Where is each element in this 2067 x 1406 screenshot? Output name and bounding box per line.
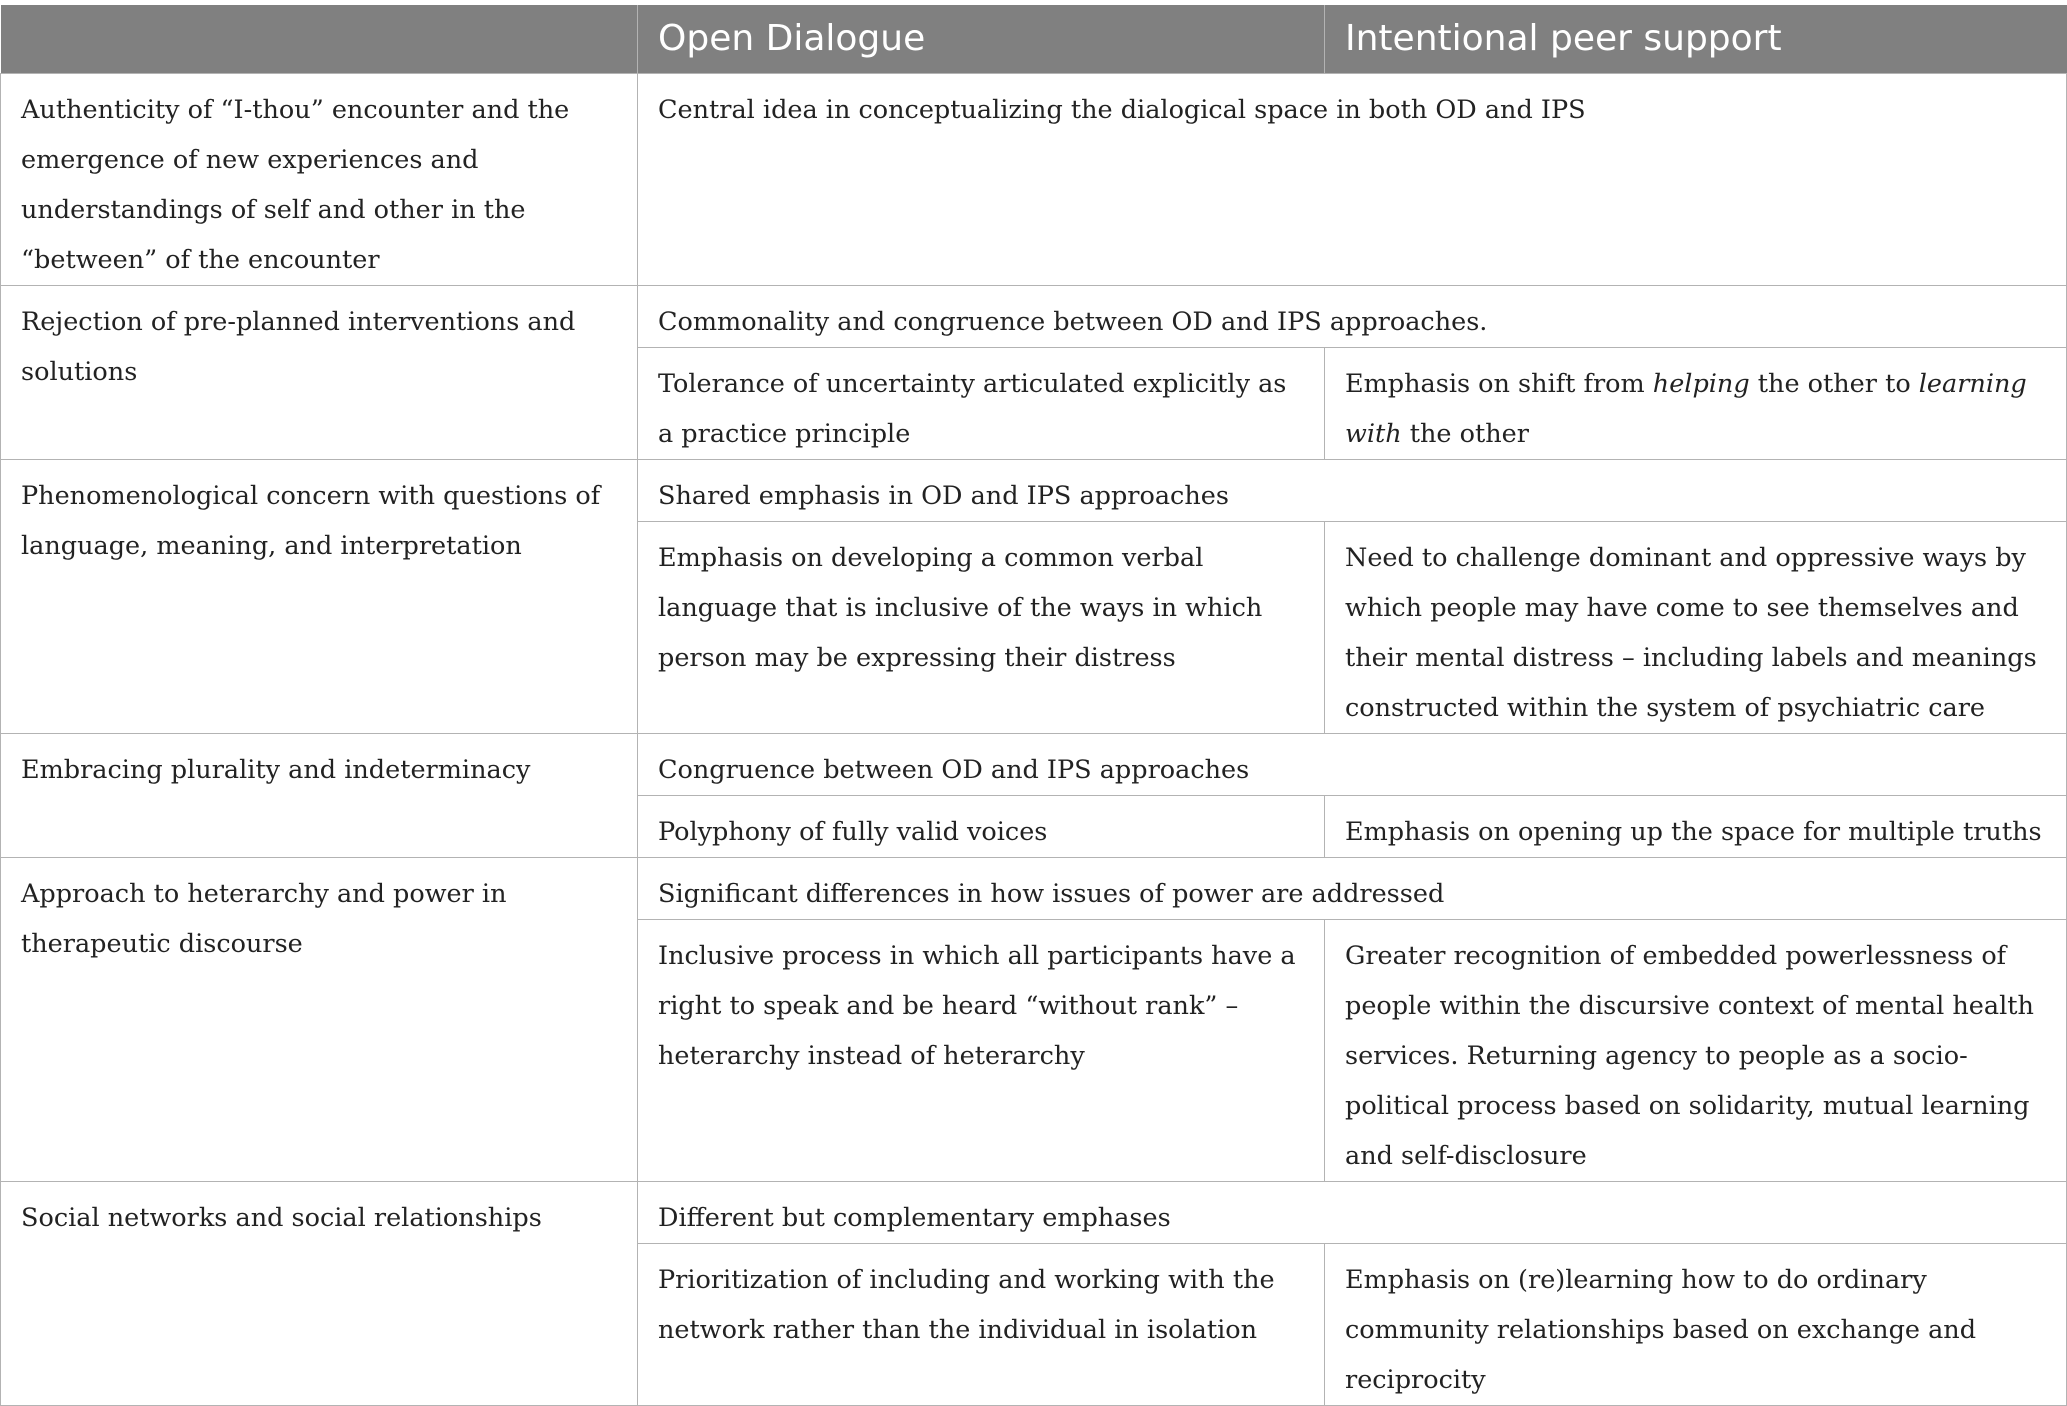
header-open-dialogue: Open Dialogue: [638, 5, 1325, 74]
table-row: [1, 460, 2067, 522]
table-row: [1, 858, 2067, 920]
ips-emphasis: helping: [1652, 369, 1750, 399]
header-intentional-peer-support: Intentional peer support: [1325, 5, 2067, 74]
theme-cell: Embracing plurality and indeterminacy: [1, 734, 638, 858]
ips-cell: Greater recognition of embedded powerlessness of people within the discursive context of mental health services. Returning agency to people as a socio-political process based on solidarity, mutual learning and self-disclosure: [1325, 920, 2067, 1182]
theme-cell: Social networks and social relationships: [1, 1182, 638, 1406]
table-row: [1, 74, 2067, 286]
od-cell: Prioritization of including and working with the network rather than the individual in isolation: [638, 1244, 1325, 1406]
theme-cell: Approach to heterarchy and power in therapeutic discourse: [1, 858, 638, 1182]
header-theme: [1, 5, 638, 74]
shared-cell: Significant differences in how issues of power are addressed: [638, 858, 2067, 920]
shared-cell: Different but complementary emphases: [638, 1182, 2067, 1244]
table-row: [1, 286, 2067, 348]
ips-cell: Need to challenge dominant and oppressive ways by which people may have come to see themselves and their mental distress – including labels and meanings constructed within the system of psychiatric care: [1325, 522, 2067, 734]
ips-cell: Emphasis on (re)learning how to do ordinary community relationships based on exchange and reciprocity: [1325, 1244, 2067, 1406]
ips-cell: [1325, 348, 2067, 460]
ips-cell: Emphasis on opening up the space for multiple truths: [1325, 796, 2067, 858]
shared-cell: Central idea in conceptualizing the dialogical space in both OD and IPS: [638, 74, 2067, 286]
od-cell: Inclusive process in which all participants have a right to speak and be heard “without rank” – heterarchy instead of heterarchy: [638, 920, 1325, 1182]
od-cell: Polyphony of fully valid voices: [638, 796, 1325, 858]
header-row: [1, 5, 2067, 74]
table-row: [1, 734, 2067, 796]
shared-cell: Shared emphasis in OD and IPS approaches: [638, 460, 2067, 522]
od-cell: Emphasis on developing a common verbal language that is inclusive of the ways in which person may be expressing their distress: [638, 522, 1325, 734]
ips-text: the other: [1401, 419, 1529, 449]
shared-cell: Congruence between OD and IPS approaches: [638, 734, 2067, 796]
theme-cell: Phenomenological concern with questions of language, meaning, and interpretation: [1, 460, 638, 734]
ips-text: the other to: [1749, 369, 1919, 399]
table-row: [1, 1182, 2067, 1244]
shared-cell: Commonality and congruence between OD and IPS approaches.: [638, 286, 2067, 348]
ips-text: Emphasis on shift from: [1345, 369, 1653, 399]
theme-cell: Rejection of pre-planned interventions and solutions: [1, 286, 638, 460]
theme-cell: Authenticity of “I-thou” encounter and the emergence of new experiences and understandings of self and other in the “between” of the encounter: [1, 74, 638, 286]
comparison-table: [0, 5, 2067, 1406]
ips-emphasis: learning with: [1345, 369, 2027, 449]
od-cell: Tolerance of uncertainty articulated explicitly as a practice principle: [638, 348, 1325, 460]
